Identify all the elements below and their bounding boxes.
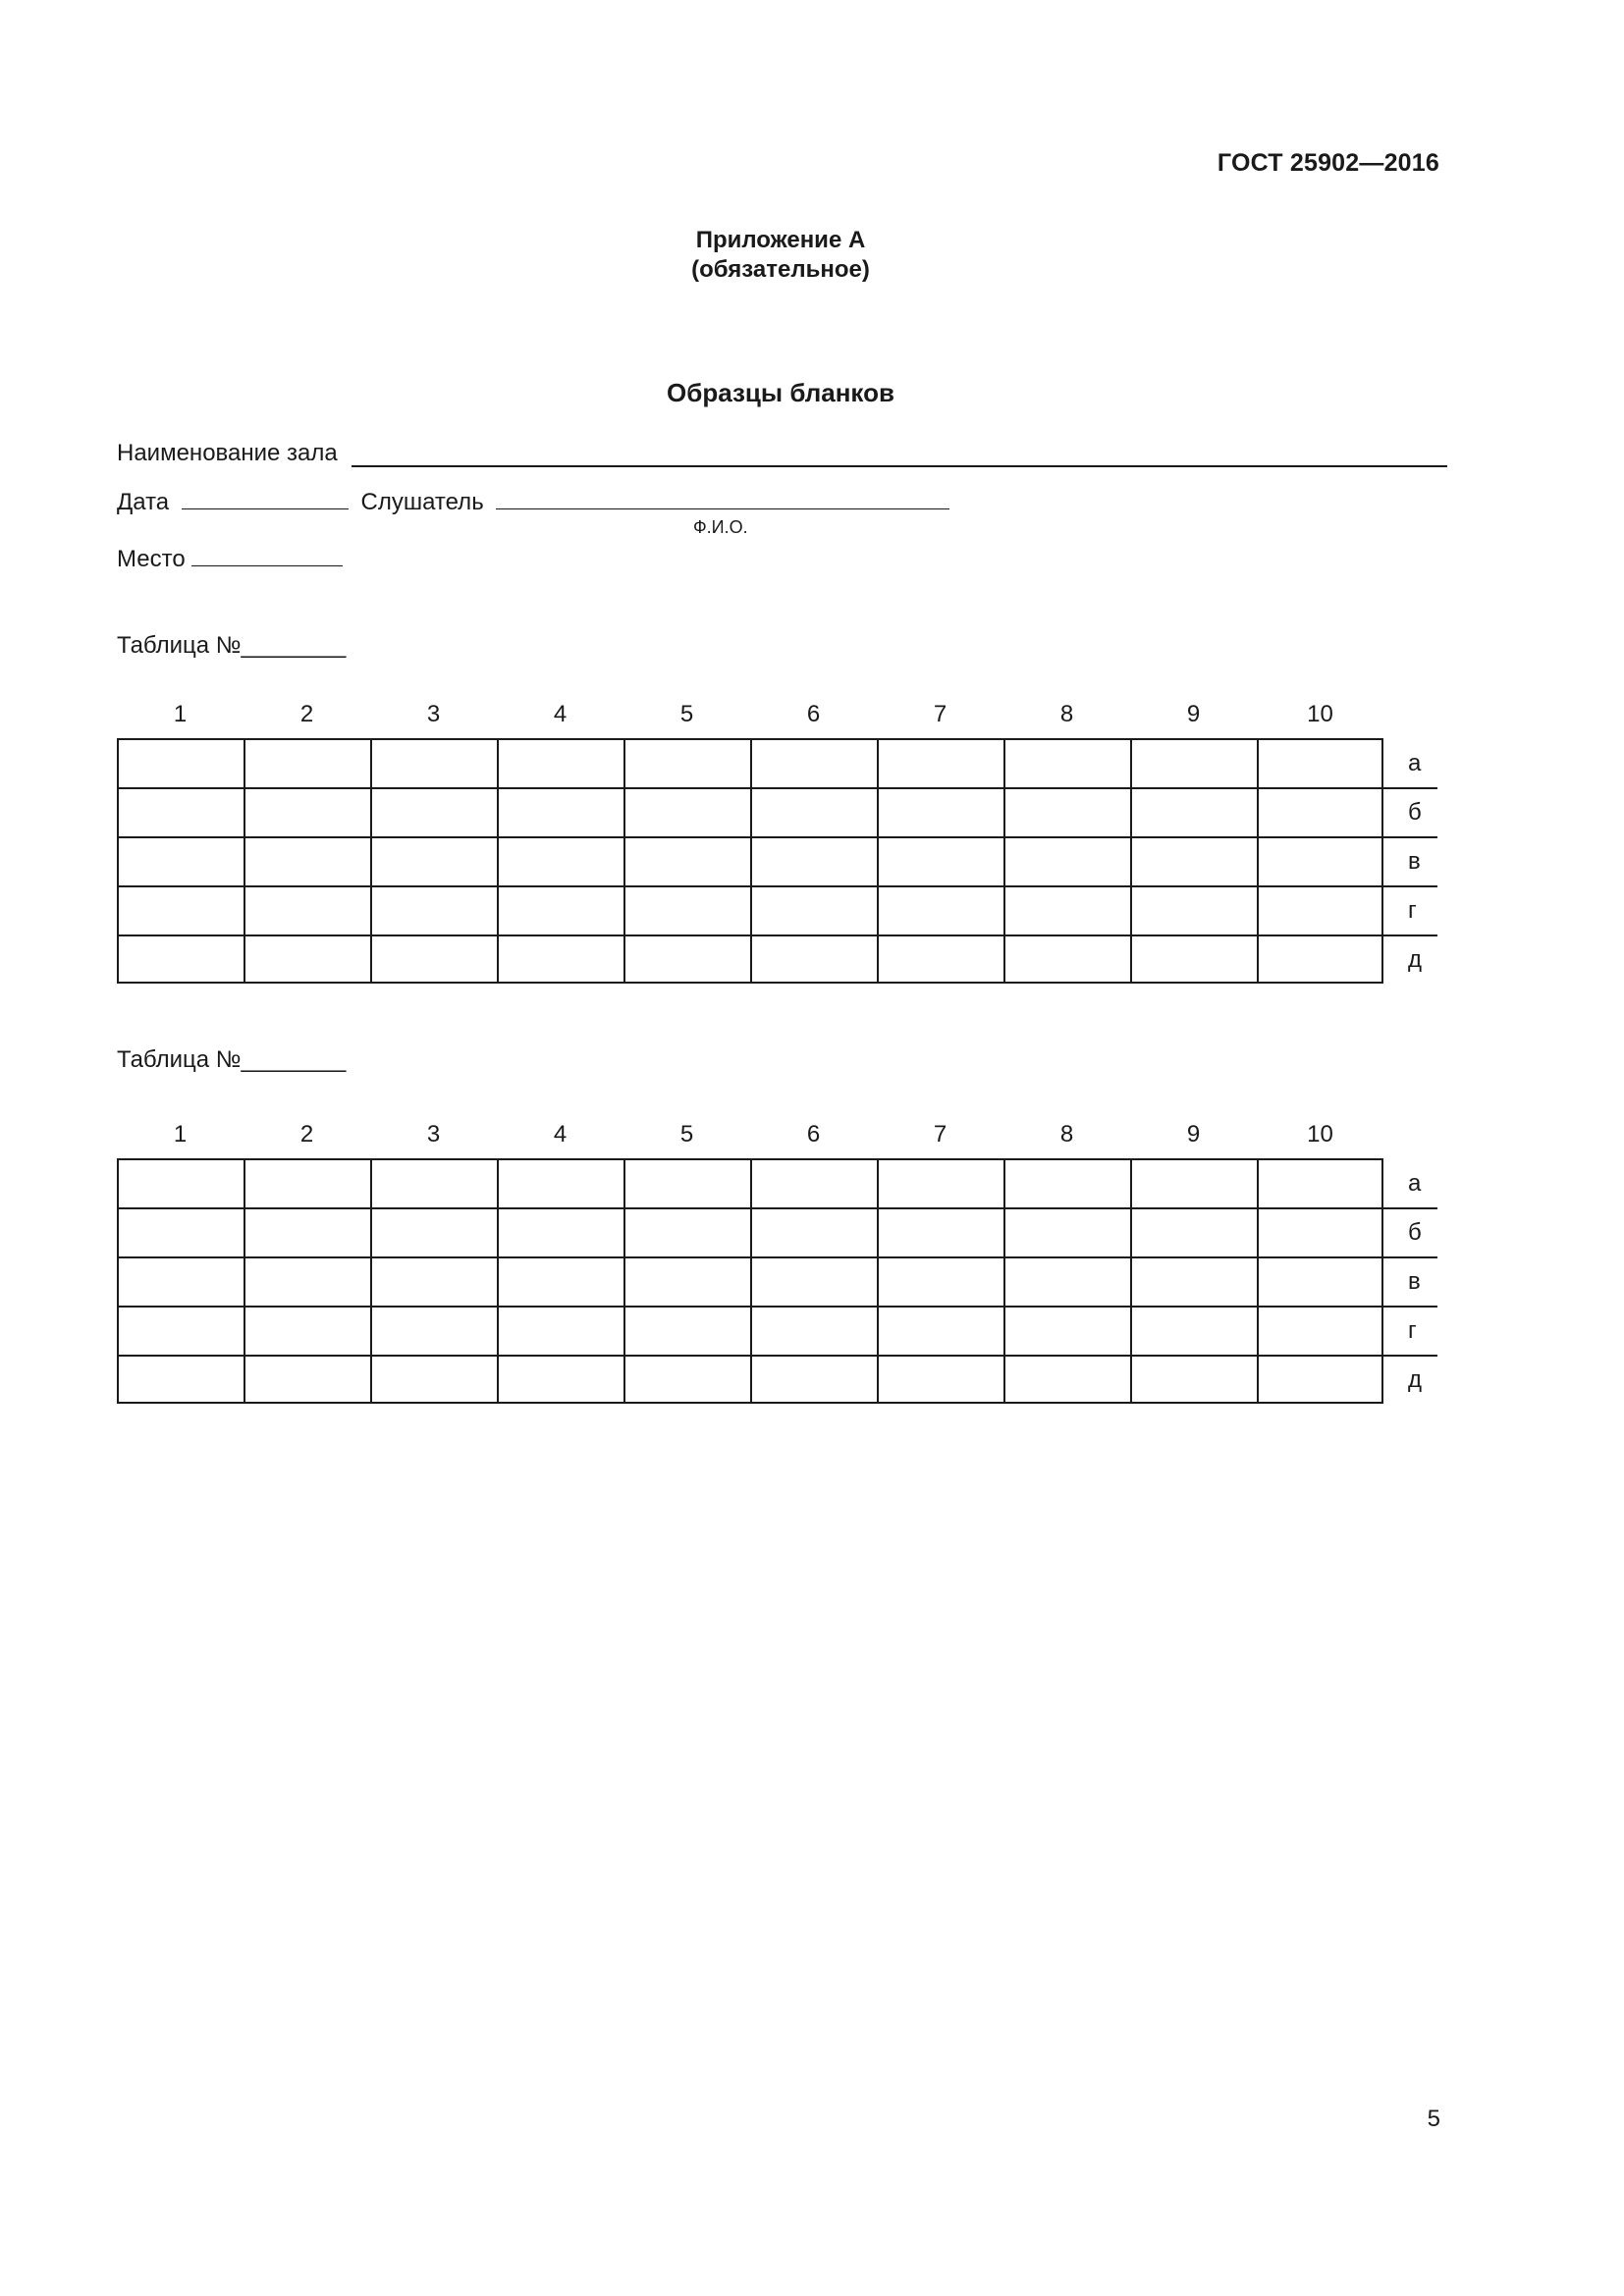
row-label: г <box>1408 1317 1417 1344</box>
column-divider <box>623 1160 625 1402</box>
row-label: д <box>1408 1366 1423 1393</box>
column-header: 8 <box>1059 701 1074 727</box>
column-divider <box>750 1160 752 1402</box>
column-divider <box>750 740 752 982</box>
table-1-caption: Таблица №________ <box>117 632 347 659</box>
column-divider <box>623 740 625 982</box>
appendix-title: Приложение А <box>695 227 866 253</box>
table-2-caption: Таблица №________ <box>117 1046 347 1073</box>
date-listener-row <box>117 485 949 516</box>
form-table-2 <box>117 1121 1447 1415</box>
listener-input-line[interactable] <box>496 485 949 509</box>
appendix-heading <box>0 226 1561 285</box>
row-divider <box>117 787 1437 789</box>
table-grid <box>117 738 1383 984</box>
column-divider <box>1003 1160 1005 1402</box>
row-label: б <box>1408 1219 1422 1246</box>
column-divider <box>497 740 499 982</box>
row-divider <box>117 1207 1437 1209</box>
column-divider <box>244 1160 245 1402</box>
table-grid <box>117 1158 1383 1404</box>
row-label: д <box>1408 946 1423 973</box>
row-divider <box>117 1256 1437 1258</box>
column-divider <box>1257 1160 1259 1402</box>
row-label: б <box>1408 799 1422 826</box>
column-header: 4 <box>553 1121 568 1148</box>
fio-hint: Ф.И.О. <box>693 517 748 537</box>
column-header: 6 <box>806 701 821 727</box>
column-divider <box>370 1160 372 1402</box>
page-header-standard: ГОСТ 25902—2016 <box>1217 149 1439 177</box>
row-label: а <box>1408 750 1422 776</box>
column-divider <box>244 740 245 982</box>
column-header: 2 <box>299 1121 314 1148</box>
column-divider <box>1003 740 1005 982</box>
row-label: в <box>1408 1268 1421 1295</box>
date-input-line[interactable] <box>182 485 349 509</box>
place-row <box>117 542 343 573</box>
row-label: в <box>1408 848 1421 875</box>
column-divider <box>1130 1160 1132 1402</box>
column-header: 6 <box>806 1121 821 1148</box>
column-header: 4 <box>553 701 568 727</box>
row-label: а <box>1408 1170 1422 1197</box>
column-header: 10 <box>1307 701 1333 727</box>
column-divider <box>1130 740 1132 982</box>
column-header: 7 <box>933 701 947 727</box>
row-divider <box>117 885 1437 887</box>
listener-label: Слушатель <box>360 489 484 515</box>
hall-name-label: Наименование зала <box>117 440 338 466</box>
hall-name-input-line[interactable] <box>352 440 1447 467</box>
row-divider <box>117 1306 1437 1308</box>
section-title: Образцы бланков <box>667 378 894 407</box>
row-divider <box>117 836 1437 838</box>
column-header: 5 <box>679 1121 694 1148</box>
column-header: 9 <box>1186 1121 1201 1148</box>
column-header: 5 <box>679 701 694 727</box>
column-header: 7 <box>933 1121 947 1148</box>
column-header: 1 <box>173 1121 188 1148</box>
column-divider <box>877 740 879 982</box>
row-divider <box>117 1355 1437 1357</box>
column-header: 10 <box>1307 1121 1333 1148</box>
date-label: Дата <box>117 489 170 515</box>
column-divider <box>877 1160 879 1402</box>
column-header: 3 <box>426 1121 441 1148</box>
form-table-1 <box>117 701 1447 995</box>
column-divider <box>1257 740 1259 982</box>
row-label: г <box>1408 897 1417 924</box>
page-number: 5 <box>1427 2106 1440 2132</box>
row-divider <box>117 934 1437 936</box>
column-header: 9 <box>1186 701 1201 727</box>
column-divider <box>370 740 372 982</box>
column-divider <box>497 1160 499 1402</box>
hall-name-field <box>117 440 1447 467</box>
place-input-line[interactable] <box>191 542 343 566</box>
column-header: 8 <box>1059 1121 1074 1148</box>
column-header: 3 <box>426 701 441 727</box>
column-header: 2 <box>299 701 314 727</box>
place-label: Место <box>117 546 186 572</box>
column-header: 1 <box>173 701 188 727</box>
appendix-subtitle: (обязательное) <box>691 256 870 283</box>
